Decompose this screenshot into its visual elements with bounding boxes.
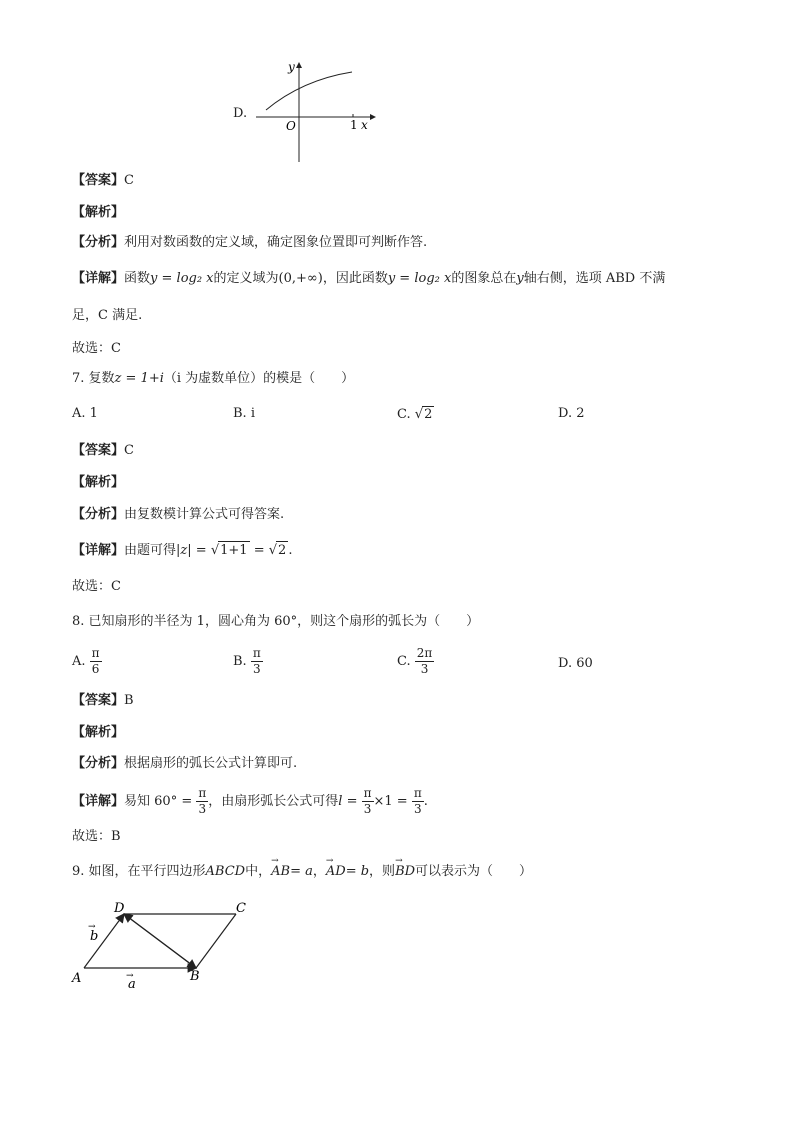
q7-stem: 7. 复数z = 1+i（i 为虚数单位）的模是（ ） [72, 371, 355, 386]
vector-b-label: b [90, 929, 99, 944]
xj-fraction-1: $\frac{\pi}{3}$ [198, 786, 207, 816]
sqrt-icon: √ [268, 543, 278, 558]
q6-analysis-tag: 【解析】 [72, 205, 125, 220]
q7-choose: 故选：C [72, 579, 121, 594]
xj-fraction-2: $\frac{\pi}{3}$ [363, 786, 372, 816]
vertex-d-label: D [114, 901, 125, 916]
q8-option-c: C. $\frac{2\pi}{3}$ [397, 646, 433, 676]
q7-option-a: A. 1 [72, 406, 98, 421]
q8-stem: 8. 已知扇形的半径为 1，圆心角为 60°，则这个扇形的弧长为（ ） [72, 614, 480, 629]
q8-option-a-fraction: $\frac{\pi}{6}$ [91, 646, 100, 676]
q8-choose: 故选：B [72, 829, 121, 844]
vertex-b-label: B [190, 969, 200, 984]
q6-fenxi: 【分析】利用对数函数的定义域，确定图象位置即可判断作答. [72, 235, 428, 250]
vector-b-arrow-icon: → [88, 922, 96, 932]
q8-option-a: A. $\frac{\pi}{6}$ [72, 646, 100, 676]
q9-stem: 9. 如图，在平行四边形ABCD中，→ AB= a，→ AD= b，则→ BD可以表示为（ ） [72, 863, 532, 881]
q7-option-b: B. i [233, 406, 255, 421]
parallelogram-figure [68, 896, 268, 996]
sqrt-icon: √ [210, 543, 220, 558]
graph-origin-label: O [286, 119, 296, 133]
q7-xiangjie: 【详解】由题可得|z| = √1+1 = √2 . [72, 543, 293, 558]
q8-option-d: D. 60 [558, 656, 593, 671]
q7-fenxi: 【分析】由复数模计算公式可得答案. [72, 507, 285, 522]
q8-option-c-fraction: $\frac{2\pi}{3}$ [416, 646, 433, 676]
graph-x-label: x [361, 118, 368, 132]
vertex-c-label: C [236, 901, 246, 916]
q6-xiangjie-line2: 足，C 满足. [72, 308, 143, 323]
vector-a-label: a [128, 977, 136, 992]
q7-option-c: C. √2 [397, 407, 433, 422]
q6-choose: 故选：C [72, 341, 121, 356]
q8-option-b: B. $\frac{\pi}{3}$ [233, 646, 261, 676]
xj-fraction-3: $\frac{\pi}{3}$ [413, 786, 422, 816]
graph-y-label: y [288, 60, 295, 74]
q8-fenxi: 【分析】根据扇形的弧长公式计算即可. [72, 756, 298, 771]
vector-a-arrow-icon: → [126, 971, 134, 981]
q8-option-b-fraction: $\frac{\pi}{3}$ [252, 646, 261, 676]
sqrt-icon: √ [414, 407, 424, 422]
vertex-a-label: A [72, 971, 82, 986]
graph-d-label: D. [233, 106, 248, 121]
log-graph-d [252, 58, 382, 168]
graph-tick-one: 1 [350, 118, 358, 132]
q7-analysis-tag: 【解析】 [72, 475, 125, 490]
q7-option-d: D. 2 [558, 406, 585, 421]
q8-analysis-tag: 【解析】 [72, 725, 125, 740]
q7-answer: 【答案】C [72, 443, 134, 458]
q8-answer: 【答案】B [72, 693, 134, 708]
q6-xiangjie: 【详解】函数y = log₂ x的定义域为(0,+∞)，因此函数y = log₂ x的图象总在y轴右侧，选项 ABD 不满 [72, 271, 666, 286]
q8-xiangjie: 【详解】易知 60° = $\frac{\pi}{3}$ ，由扇形弧长公式可得l = $\frac{\pi}{3}$ ×1 = $\frac{\pi}{3}$ . [72, 786, 428, 816]
q6-answer: 【答案】C [72, 173, 134, 188]
